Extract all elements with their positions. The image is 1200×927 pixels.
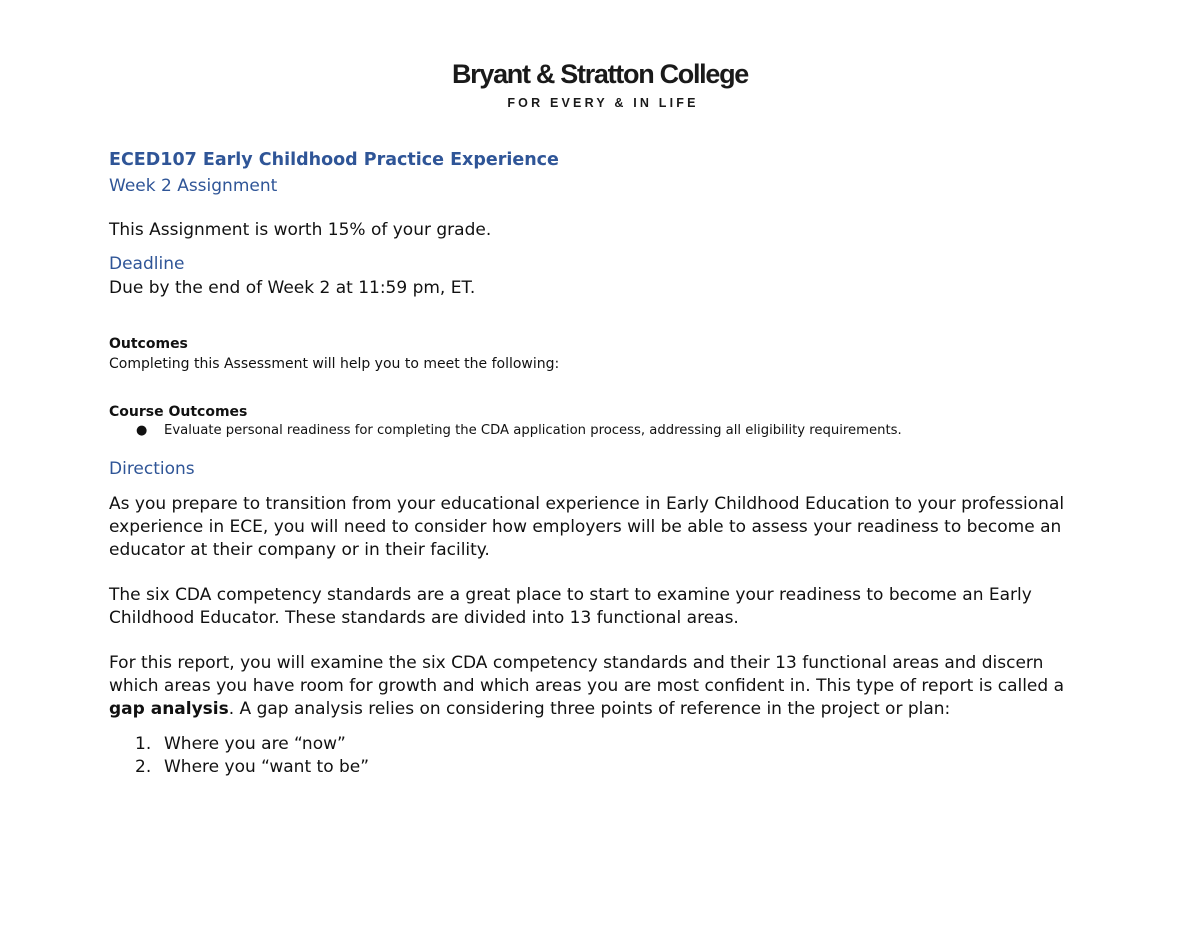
directions-paragraph-2: The six CDA competency standards are a great place to start to examine your readiness to become an Early Childhood Educator. These standards are divided into 13 functional areas. [109,585,1032,628]
list-number: 1. [135,734,152,754]
assignment-week: Week 2 Assignment [109,176,278,196]
college-tagline: FOR EVERY & IN LIFE [507,96,699,110]
list-number: 2. [135,757,152,777]
para3-end: . A gap analysis relies on considering three points of reference in the project or plan: [228,699,951,719]
reference-points-list [109,733,1069,779]
college-name: Bryant & Stratton College [451,59,749,89]
list-item-text: Where you “want to be” [164,757,370,777]
list-item [109,756,1069,779]
course-outcomes-heading: Course Outcomes [109,404,248,420]
document-body [109,148,1069,779]
directions-heading: Directions [109,459,195,479]
college-logo [0,58,1200,110]
course-title: ECED107 Early Childhood Practice Experience [109,150,559,170]
deadline-heading: Deadline [109,254,185,274]
list-item-text: Where you are “now” [164,734,346,754]
directions-paragraph-1: As you prepare to transition from your educational experience in Early Childhood Education to your professional experience in ECE, you will need to consider how employers will be able to assess your readiness to become an educator at their company or in their facility. [109,494,1065,560]
para3-start: For this report, you will examine the six CDA competency standards and their 13 functional areas and discern which areas you have room for growth and which areas you are most confident in. This type of report is called a [109,653,1065,696]
list-item [109,733,1069,756]
bullet-icon: ● [136,423,148,438]
course-outcome-text: Evaluate personal readiness for completing the CDA application process, addressing all eligibility requirements. [164,423,902,438]
gap-analysis-term: gap analysis [109,699,229,719]
grade-weight: This Assignment is worth 15% of your grade. [109,220,492,240]
deadline-text: Due by the end of Week 2 at 11:59 pm, ET. [109,278,476,298]
directions-paragraph-3 [109,652,1069,721]
outcomes-heading: Outcomes [109,336,188,352]
outcomes-text: Completing this Assessment will help you to meet the following: [109,356,560,372]
course-outcomes-list [109,422,1069,440]
list-item [109,422,1069,440]
